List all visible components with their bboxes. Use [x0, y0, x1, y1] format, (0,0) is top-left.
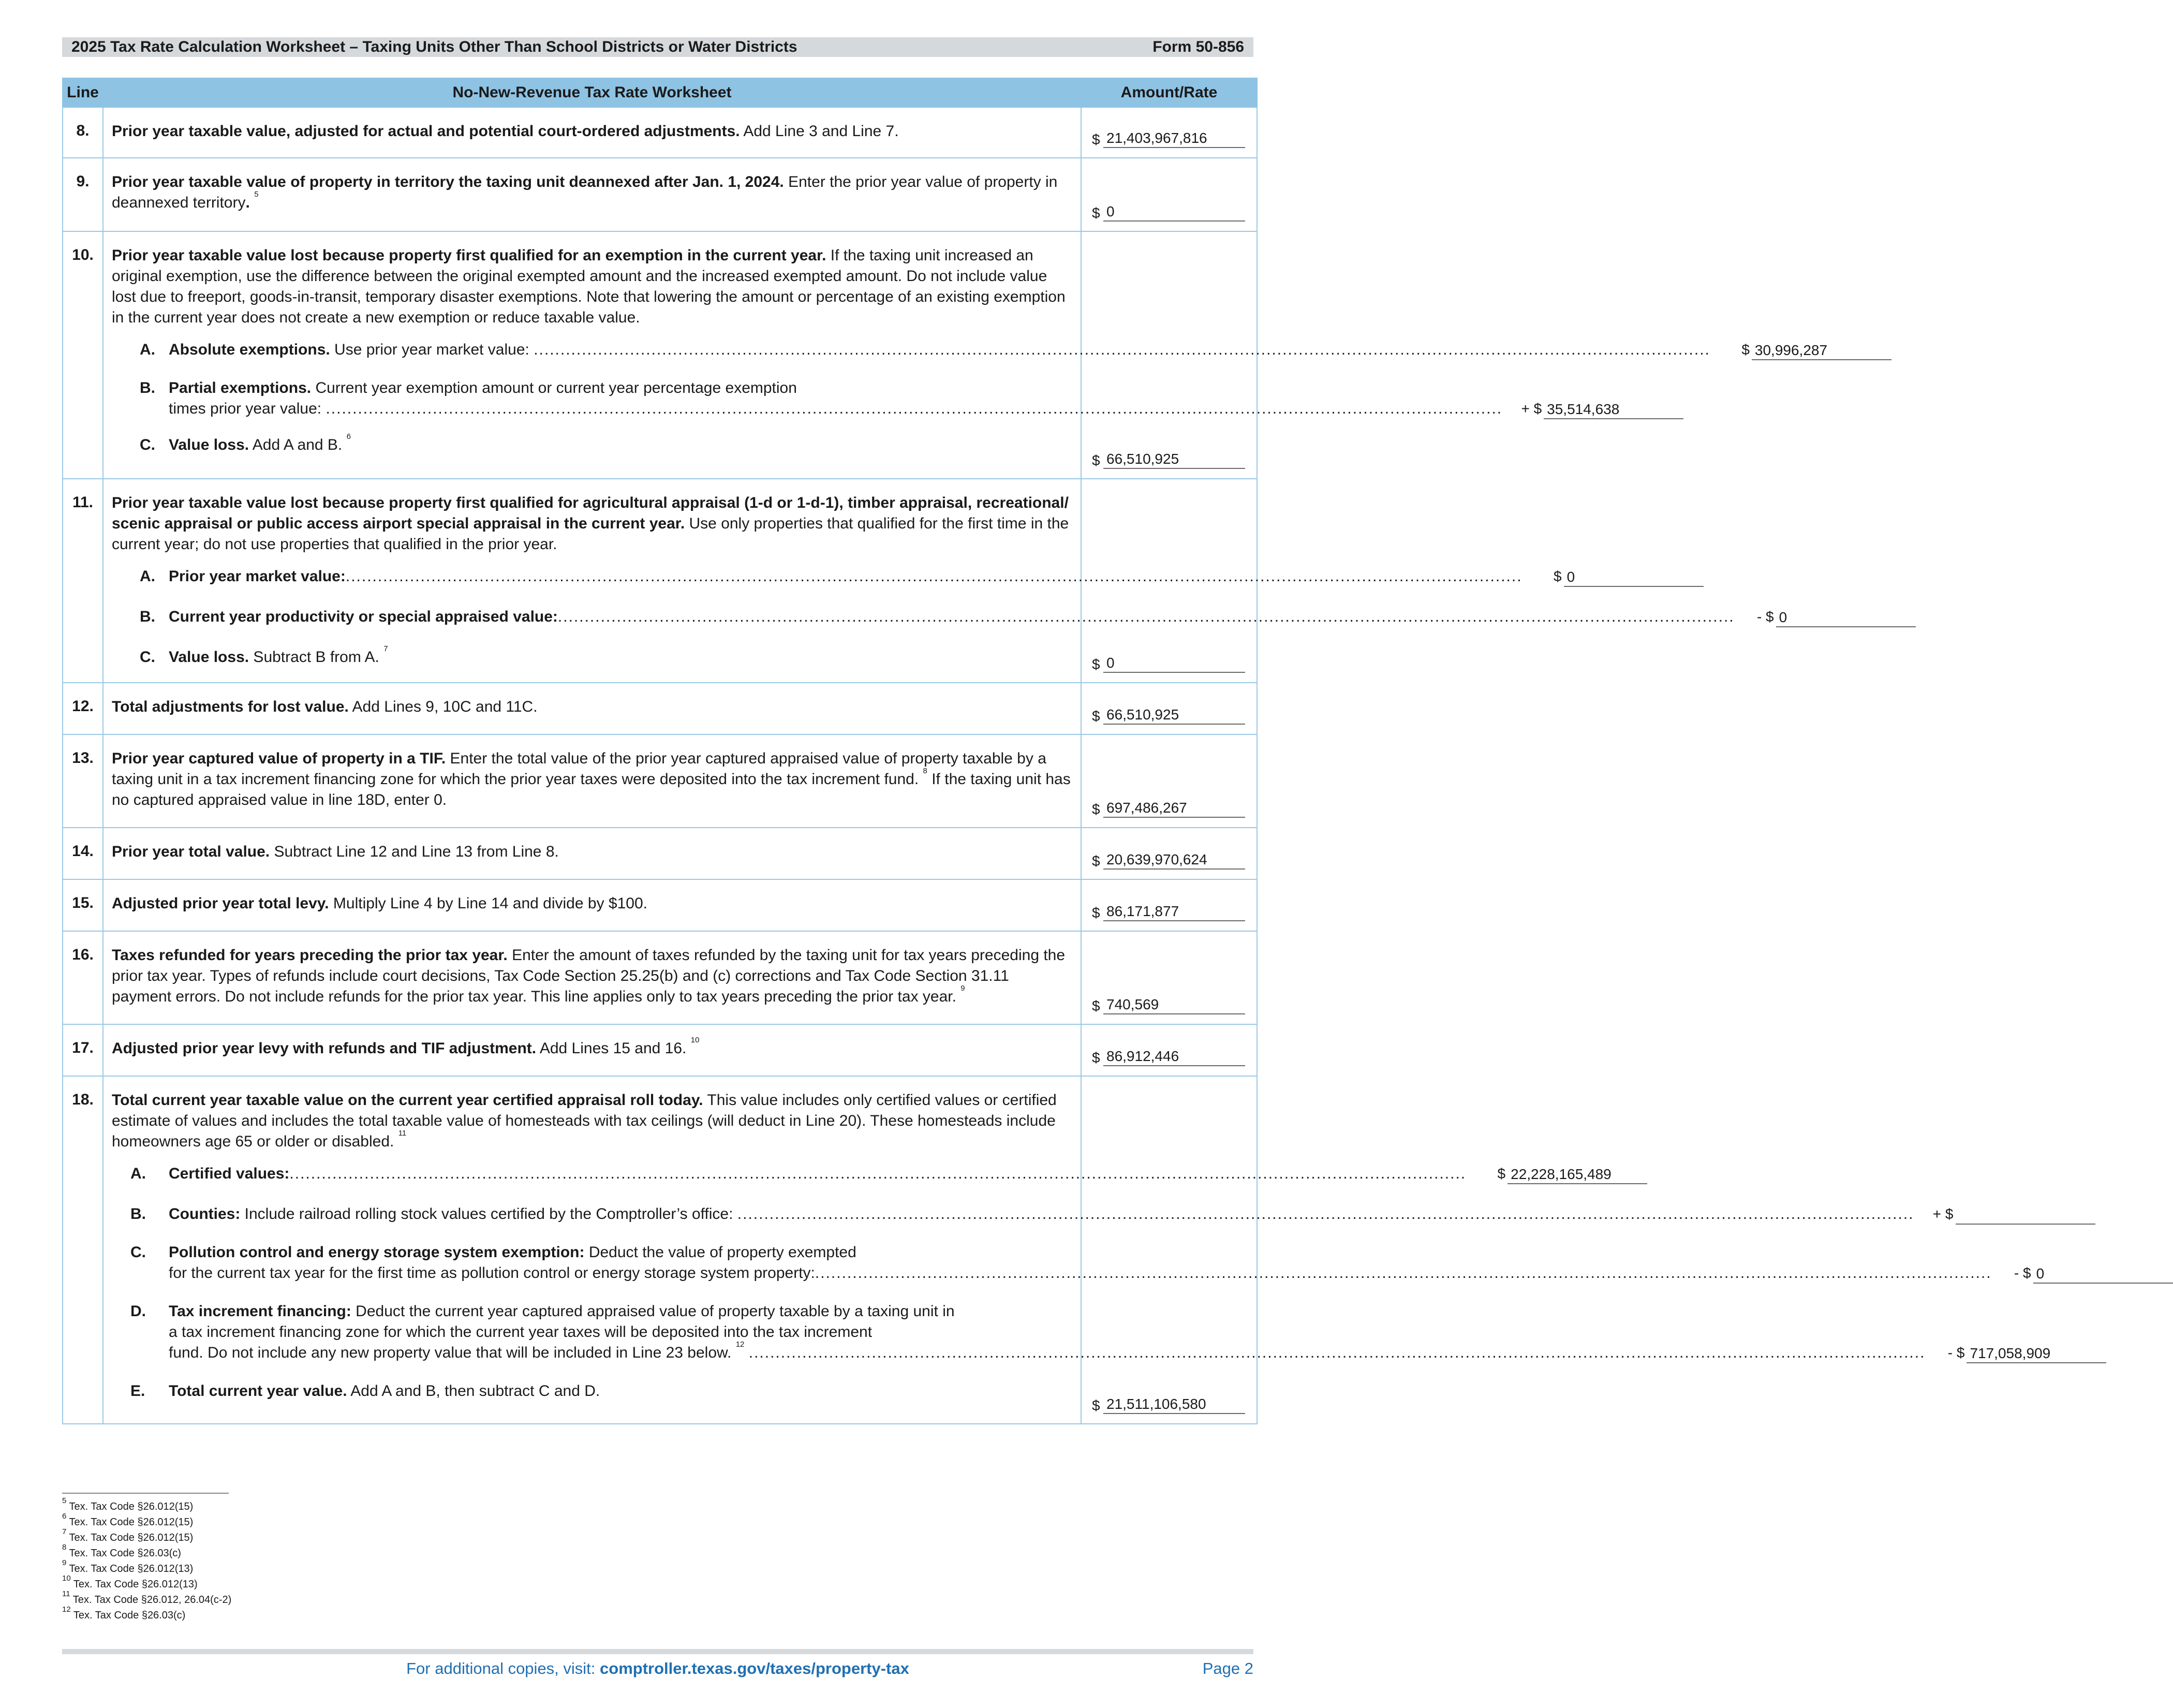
subline-heading: Prior year market value: — [169, 568, 346, 585]
amount-field-line-16[interactable]: 740,569 — [1103, 997, 1245, 1014]
subline-letter: B. — [140, 379, 155, 396]
col-header-amount: Amount/Rate — [1081, 78, 1257, 107]
line-text: Enter the amount of taxes refunded by the taxing unit for tax years preceding the prior tax year. Types of refunds include court decisions, Tax Code Section 25.25(b) and (c) corrections and Tax Code Section 31.11 payment errors. Do not include refunds for the prior tax year. This line applies only to tax years preceding the prior tax year. — [112, 947, 1066, 1005]
worksheet-table — [62, 78, 2051, 1424]
line-text: If the taxing unit increased an original exemption, use the difference between the original exempted amount and the increased exempted amount. Do not include value lost due to freeport, goods-in-transit, temporary disaster exemptions. Note that lowering the amount or percentage of an existing exemption in the current year does not create a new exemption or reduce taxable value. — [112, 247, 1066, 326]
footnote: $^6$ Tex. Tax Code §26.012(15) — [62, 1512, 194, 1528]
line-heading: Taxes refunded for years preceding the prior tax year. — [112, 947, 508, 964]
line-description — [103, 931, 1081, 1024]
operator: + $ — [1521, 401, 1542, 417]
line-number: 14. — [63, 828, 103, 879]
subline-heading: Absolute exemptions. — [169, 341, 330, 358]
dot-leader: ............................................................................................................................................................................................................................ — [557, 608, 1735, 625]
operator: - $ — [2014, 1265, 2031, 1281]
line-heading: Prior year taxable value, adjusted for actual and potential court-ordered adjustments. — [112, 123, 740, 140]
worksheet-row-13 — [63, 734, 1257, 828]
line-heading: Adjusted prior year total levy. — [112, 895, 329, 912]
subline-text-2: times prior year value: — [169, 400, 326, 417]
subline-letter: B. — [130, 1205, 146, 1223]
subline-letter: C. — [140, 436, 155, 453]
line-number: 16. — [63, 931, 103, 1024]
subline-10a — [112, 340, 1828, 360]
dot-leader: ............................................................................................................................................................................................................................ — [534, 341, 1710, 358]
table-header-row — [63, 78, 1257, 107]
footnote-ref: 10 — [690, 1036, 700, 1044]
subline-heading: Partial exemptions. — [169, 379, 312, 396]
amount-cell — [1081, 107, 1257, 158]
col-header-line: Line — [63, 78, 103, 107]
subline-letter: C. — [140, 649, 155, 666]
line-description — [103, 683, 1081, 734]
worksheet-row-8 — [63, 107, 1257, 158]
amount-cell — [1081, 158, 1257, 231]
worksheet-row-10 — [63, 231, 1257, 479]
line-heading: Prior year taxable value lost because property first qualified for an exemption in the current year. — [112, 247, 826, 264]
subline-11c — [112, 644, 1072, 668]
subline-10b — [112, 378, 1620, 419]
subline-heading: Value loss. — [169, 649, 249, 666]
subline-heading: Pollution control and energy storage system exemption: — [169, 1244, 585, 1261]
subline-heading: Value loss. — [169, 436, 249, 453]
footnote: $^5$ Tex. Tax Code §26.012(15) — [62, 1496, 194, 1512]
subline-text: Subtract B from A. — [249, 649, 379, 666]
line-number: 10. — [63, 231, 103, 479]
form-number: Form 50-856 — [1152, 38, 1244, 55]
amount-field-line-11c[interactable]: 0 — [1103, 655, 1245, 673]
line-description — [103, 158, 1081, 231]
amount-cell — [1081, 683, 1257, 734]
line-number: 15. — [63, 879, 103, 931]
subline-text: Use prior year market value: — [330, 341, 534, 358]
operator: $ — [1553, 568, 1562, 584]
subline-text-2: fund. Do not include any new property value that will be included in Line 23 below. — [169, 1344, 732, 1361]
form-header-bar — [62, 37, 1253, 57]
line-text: This value includes only certified values or certified estimate of values and includes the total taxable value of homesteads with tax ceilings (will deduct in Line 20). These homesteads include homeowners age 65 or older or disabled. — [112, 1092, 1057, 1150]
amount-field-line-17[interactable]: 86,912,446 — [1103, 1049, 1245, 1066]
footnote-ref: 5 — [254, 190, 259, 199]
line-text: Add Lines 9, 10C and 11C. — [348, 698, 538, 715]
subline-18c — [112, 1242, 2045, 1284]
operator: - $ — [1947, 1345, 1965, 1361]
amount-field-line-9[interactable]: 0 — [1103, 204, 1245, 222]
amount-field-18d[interactable]: 717,058,909 — [1967, 1346, 2106, 1363]
line-text: Subtract Line 12 and Line 13 from Line 8. — [270, 843, 559, 860]
line-heading: Total current year taxable value on the current year certified appraisal roll today. — [112, 1092, 703, 1109]
currency-symbol: $ — [1092, 801, 1100, 817]
line-text: Multiply Line 4 by Line 14 and divide by $100. — [329, 895, 647, 912]
footer-copies-text: For additional copies, visit: comptroller.texas.gov/taxes/property-tax — [406, 1659, 909, 1677]
operator: + $ — [1932, 1206, 1954, 1222]
footnote: $^{12}$ Tex. Tax Code §26.03(c) — [62, 1605, 186, 1621]
footnote-ref: 11 — [398, 1129, 407, 1138]
page-footer — [62, 1659, 1253, 1680]
currency-symbol: $ — [1092, 205, 1100, 221]
footnote-ref: 12 — [735, 1340, 745, 1349]
line-number: 9. — [63, 158, 103, 231]
worksheet-row-15 — [63, 879, 1257, 931]
line-text: Add Line 3 and Line 7. — [740, 123, 899, 140]
worksheet-row-16 — [63, 931, 1257, 1024]
amount-field-10a[interactable]: 30,996,287 — [1752, 343, 1891, 360]
amount-cell — [1081, 879, 1257, 931]
subline-18e — [112, 1381, 1072, 1402]
col-header-worksheet: No-New-Revenue Tax Rate Worksheet — [103, 78, 1081, 107]
line-text-2: If the taxing unit has no captured appraised value in line 18D, enter 0. — [112, 771, 1071, 808]
subline-letter: C. — [130, 1244, 146, 1261]
dot-leader: ............................................................................................................................................................................................................................ — [326, 400, 1503, 417]
line-number: 18. — [63, 1076, 103, 1424]
amount-cell — [1081, 479, 1257, 683]
line-description — [103, 879, 1081, 931]
currency-symbol: $ — [1092, 1050, 1100, 1066]
subline-letter: D. — [130, 1303, 146, 1320]
amount-field-18a[interactable]: 22,228,165,489 — [1507, 1167, 1647, 1184]
subline-letter: A. — [130, 1165, 146, 1182]
line-text: Enter the prior year value of property in deannexed territory — [112, 173, 1058, 211]
worksheet-row-9 — [63, 158, 1257, 231]
subline-heading: Current year productivity or special appraised value: — [169, 608, 558, 625]
subline-text: Include railroad rolling stock values certified by the Comptroller’s office: — [240, 1205, 737, 1223]
worksheet-row-18 — [63, 1076, 1257, 1424]
subline-heading: Tax increment financing: — [169, 1303, 351, 1320]
line-heading: Prior year captured value of property in a TIF. — [112, 750, 446, 767]
amount-field-11a[interactable]: 0 — [1564, 569, 1704, 587]
amount-field-18c[interactable]: 0 — [2033, 1266, 2173, 1284]
subline-heading: Total current year value. — [169, 1382, 347, 1400]
subline-10c — [112, 432, 1072, 455]
footnotes — [62, 1493, 231, 1623]
footnote-ref: 6 — [346, 432, 351, 441]
line-text: Add Lines 15 and 16. — [536, 1040, 687, 1057]
subline-letter: A. — [140, 341, 155, 358]
footer-link[interactable]: comptroller.texas.gov/taxes/property-tax — [600, 1659, 909, 1677]
subline-text: Deduct the current year captured appraised value of property taxable by a taxing unit in a tax increment financing zone for which the current year taxes will be deposited into the tax increment — [169, 1303, 955, 1341]
footnote: $^{10}$ Tex. Tax Code §26.012(13) — [62, 1574, 198, 1590]
line-text: Enter the total value of the prior year captured appraised value of property taxable by a taxing unit in a tax increment financing zone for which the prior year taxes were deposited into the tax increment fund. — [112, 750, 1046, 788]
amount-cell — [1081, 931, 1257, 1024]
line-heading: Prior year taxable value lost because property first qualified for agricultural appraisal (1-d or 1-d-1), timber appraisal, recreational/ scenic appraisal or public access airport special appraisal in the current year. — [112, 494, 1069, 532]
amount-field-line-14[interactable]: 20,639,970,624 — [1103, 852, 1245, 870]
line-number: 8. — [63, 107, 103, 158]
dot-leader: ............................................................................................................................................................................................................................ — [345, 568, 1522, 585]
worksheet-row-11 — [63, 479, 1257, 683]
currency-symbol: $ — [1092, 708, 1100, 724]
amount-cell — [1081, 1024, 1257, 1076]
line-number: 12. — [63, 683, 103, 734]
subline-text-2: for the current tax year for the first time as pollution control or energy storage system property: — [169, 1264, 815, 1282]
currency-symbol: $ — [1092, 656, 1100, 672]
currency-symbol: $ — [1092, 1397, 1100, 1413]
footer-rule — [62, 1649, 1253, 1654]
amount-cell — [1081, 734, 1257, 828]
amount-field-18b[interactable] — [1956, 1207, 2095, 1225]
currency-symbol: $ — [1092, 853, 1100, 869]
line-number: 13. — [63, 734, 103, 828]
footnote-ref: 9 — [960, 984, 965, 993]
line-heading: Adjusted prior year levy with refunds and TIF adjustment. — [112, 1040, 537, 1057]
amount-field-11b[interactable]: 0 — [1776, 610, 1916, 627]
currency-symbol: $ — [1092, 998, 1100, 1014]
worksheet-row-17 — [63, 1024, 1257, 1076]
operator: $ — [1497, 1166, 1506, 1182]
amount-cell — [1081, 828, 1257, 879]
footnote-ref: 8 — [923, 767, 927, 775]
dot-leader: ............................................................................................................................................................................................................................ — [289, 1165, 1467, 1182]
subline-11a — [112, 566, 1575, 587]
dot-leader: ............................................................................................................................................................................................................................ — [748, 1344, 1926, 1361]
footnote: $^{11}$ Tex. Tax Code §26.012, 26.04(c-2) — [62, 1589, 232, 1606]
footnote: $^9$ Tex. Tax Code §26.012(13) — [62, 1558, 194, 1574]
amount-field-line-15[interactable]: 86,171,877 — [1103, 904, 1245, 921]
currency-symbol: $ — [1092, 452, 1100, 468]
subline-11b — [112, 607, 1787, 627]
subline-18d — [112, 1301, 2051, 1363]
dot-leader: ............................................................................................................................................................................................................................ — [737, 1205, 1914, 1223]
page-number: Page 2 — [1202, 1659, 1253, 1677]
form-title: 2025 Tax Rate Calculation Worksheet – Taxing Units Other Than School Districts or Water Districts — [71, 38, 797, 55]
footnote-ref: 7 — [383, 644, 388, 653]
subline-letter: A. — [140, 568, 155, 585]
subline-letter: E. — [130, 1382, 145, 1400]
currency-symbol: $ — [1092, 131, 1100, 148]
line-description — [103, 734, 1081, 828]
amount-field-line-18e[interactable]: 21,511,106,580 — [1103, 1396, 1245, 1414]
dot-leader: ............................................................................................................................................................................................................................ — [815, 1264, 1992, 1282]
subline-18a — [112, 1164, 1612, 1184]
line-number: 11. — [63, 479, 103, 683]
footnote: $^7$ Tex. Tax Code §26.012(15) — [62, 1527, 194, 1543]
line-text: Use only properties that qualified for the first time in the current year; do not use properties that qualified in the prior year. — [112, 515, 1069, 553]
amount-field-10b[interactable]: 35,514,638 — [1544, 402, 1683, 419]
subline-heading: Certified values: — [169, 1165, 290, 1182]
line-heading: Prior year total value. — [112, 843, 270, 860]
line-number: 17. — [63, 1024, 103, 1076]
line-text-end: . — [245, 194, 250, 211]
line-heading: Total adjustments for lost value. — [112, 698, 349, 715]
line-description — [103, 1024, 1081, 1076]
amount-field-line-8[interactable]: 21,403,967,816 — [1103, 130, 1245, 148]
subline-text: Add A and B. — [249, 436, 343, 453]
subline-text: Add A and B, then subtract C and D. — [347, 1382, 600, 1400]
worksheet-row-12 — [63, 683, 1257, 734]
worksheet-row-14 — [63, 828, 1257, 879]
subline-text: Deduct the value of property exempted — [584, 1244, 856, 1261]
amount-field-line-13[interactable]: 697,486,267 — [1103, 800, 1245, 818]
line-description — [103, 107, 1081, 158]
amount-cell — [1081, 231, 1257, 479]
subline-letter: B. — [140, 608, 155, 625]
operator: - $ — [1756, 609, 1774, 625]
subline-heading: Counties: — [169, 1205, 241, 1223]
line-description — [103, 479, 1787, 683]
currency-symbol: $ — [1092, 905, 1100, 921]
footnote-rule — [62, 1493, 229, 1494]
line-heading: Prior year taxable value of property in territory the taxing unit deannexed after Jan. 1, 2024. — [112, 173, 784, 190]
line-description — [103, 828, 1081, 879]
operator: $ — [1741, 342, 1750, 358]
amount-cell — [1081, 1076, 1257, 1424]
amount-field-line-12[interactable]: 66,510,925 — [1103, 707, 1245, 725]
subline-text: Current year exemption amount or current year percentage exemption — [311, 379, 797, 396]
amount-field-line-10c[interactable]: 66,510,925 — [1103, 451, 1245, 469]
footnote: $^8$ Tex. Tax Code §26.03(c) — [62, 1543, 181, 1559]
subline-18b — [112, 1204, 1954, 1225]
